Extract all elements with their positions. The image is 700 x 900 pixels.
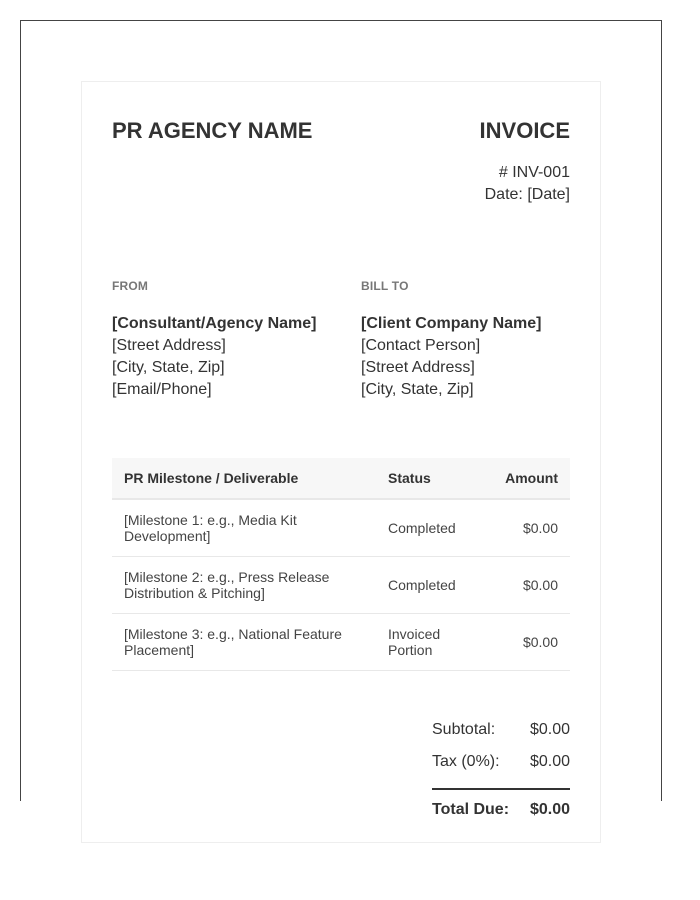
amount-cell: $0.00 [486,614,570,671]
total-due-value: $0.00 [529,801,570,818]
invoice-page [81,81,601,843]
table-row [112,557,570,614]
deliverable-cell: [Milestone 3: e.g., National Feature Placement] [112,614,376,671]
invoice-date: Date: [Date] [484,186,570,203]
totals-divider [432,788,570,790]
bill-to-line: [Street Address] [361,359,475,376]
document-frame [20,20,662,818]
agency-name: PR AGENCY NAME [112,118,313,143]
subtotal-label: Subtotal: [432,721,496,738]
bill-to-line: [City, State, Zip] [361,381,474,398]
from-label: FROM [112,279,149,293]
total-due-row [432,794,570,826]
column-header-deliverable: PR Milestone / Deliverable [112,458,376,499]
table-header-row [112,458,570,499]
bill-to-name: [Client Company Name] [361,315,542,332]
status-cell: Completed [376,557,486,614]
column-header-status: Status [376,458,486,499]
table-row [112,499,570,557]
from-name: [Consultant/Agency Name] [112,315,317,332]
total-due-label: Total Due: [432,801,510,818]
subtotal-value: $0.00 [529,721,570,738]
status-cell: Completed [376,499,486,557]
deliverable-cell: [Milestone 1: e.g., Media Kit Development] [112,499,376,557]
status-cell: Invoiced Portion [376,614,486,671]
bill-to-line: [Contact Person] [361,337,481,354]
invoice-number: # INV-001 [498,164,570,181]
deliverable-cell: [Milestone 2: e.g., Press Release Distribution & Pitching] [112,557,376,614]
from-line: [City, State, Zip] [112,359,225,376]
amount-cell: $0.00 [486,557,570,614]
tax-row [432,746,570,778]
tax-value: $0.00 [529,753,570,770]
from-section [112,278,316,401]
subtotal-row [432,714,570,746]
invoice-title: INVOICE [479,118,570,143]
totals-section [432,714,570,826]
amount-cell: $0.00 [486,499,570,557]
table-row [112,614,570,671]
milestones-table [112,458,570,671]
column-header-amount: Amount [486,458,570,499]
from-line: [Street Address] [112,337,226,354]
tax-label: Tax (0%): [432,753,500,770]
invoice-meta [485,162,570,206]
bill-to-label: BILL TO [361,279,409,293]
from-line: [Email/Phone] [112,381,212,398]
bill-to-section [361,278,541,401]
